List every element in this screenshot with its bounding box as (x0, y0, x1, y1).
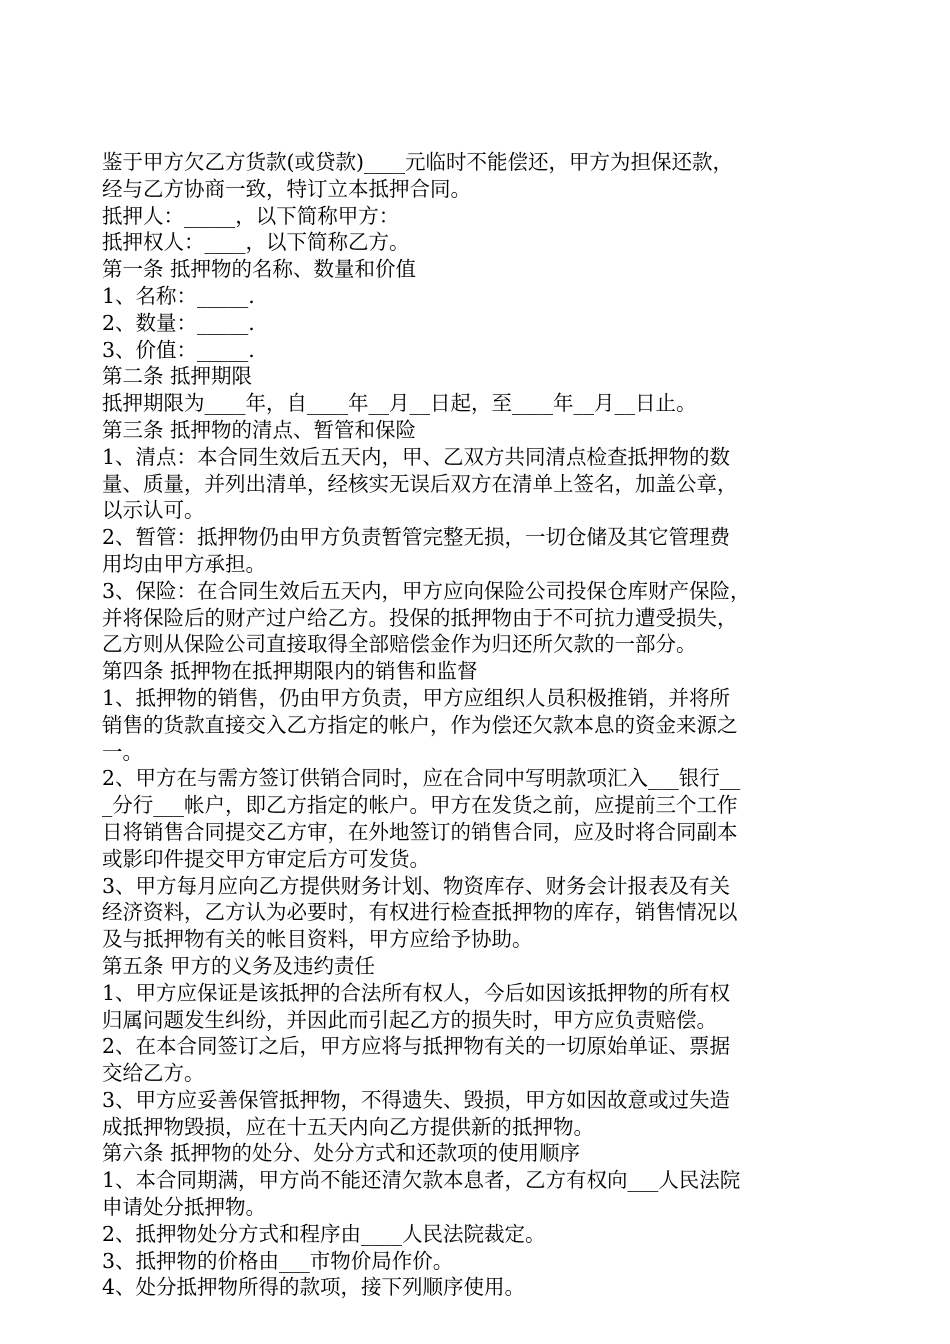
text-line: 1、抵押物的销售，仍由甲方负责，甲方应组织人员积极推销，并将所 (102, 685, 731, 710)
section-heading: 第一条 抵押物的名称、数量和价值 (102, 257, 417, 282)
text-line: 成抵押物毁损，应在十五天内向乙方提供新的抵押物。 (102, 1114, 594, 1139)
text-line: 归属问题发生纠纷，并因此而引起乙方的损失时，甲方应负责赔偿。 (102, 1007, 717, 1032)
text-line: 鉴于甲方欠乙方货款(或贷款)____元临时不能偿还，甲方为担保还款， (102, 150, 733, 174)
text-line: 1、本合同期满，甲方尚不能还清欠款本息者，乙方有权向___人民法院 (102, 1168, 741, 1193)
text-line: 3、价值：_____. (102, 337, 255, 362)
text-line: 3、甲方每月应向乙方提供财务计划、物资库存、财务会计报表及有关 (102, 873, 731, 898)
section-heading: 第二条 抵押期限 (102, 364, 253, 389)
text-line: _分行___帐户，即乙方指定的帐户。甲方在发货之前，应提前三个工作 (102, 793, 738, 818)
text-line: 量、质量，并列出清单，经核实无误后双方在清单上签名，加盖公章， (102, 471, 738, 496)
text-line: 1、甲方应保证是该抵押的合法所有权人，今后如因该抵押物的所有权 (102, 980, 731, 1005)
text-line: 抵押权人：____，以下简称乙方。 (102, 230, 410, 255)
text-line: 销售的货款直接交入乙方指定的帐户，作为偿还欠款本息的资金来源之 (102, 712, 738, 737)
text-line: 经与乙方协商一致，特订立本抵押合同。 (102, 176, 471, 201)
section-heading: 第六条 抵押物的处分、处分方式和还款项的使用顺序 (102, 1141, 581, 1166)
text-line: 抵押期限为____年，自____年__月__日起，至____年__月__日止。 (102, 391, 697, 416)
section-heading: 第三条 抵押物的清点、暂管和保险 (102, 417, 417, 442)
text-line: 2、暂管：抵押物仍由甲方负责暂管完整无损，一切仓储及其它管理费 (102, 525, 731, 550)
text-line: 或影印件提交甲方审定后方可发货。 (102, 846, 430, 871)
text-line: 3、抵押物的价格由___市物价局作价。 (102, 1248, 454, 1273)
text-line: 1、名称：_____. (102, 283, 255, 308)
text-line: 2、数量：_____. (102, 310, 255, 335)
text-line: 2、甲方在与需方签订供销合同时，应在合同中写明款项汇入___银行__ (102, 766, 741, 791)
contract-body (102, 149, 854, 1301)
text-line: 及与抵押物有关的帐目资料，甲方应给予协助。 (102, 927, 533, 952)
text-line: 申请处分抵押物。 (102, 1195, 266, 1220)
text-line: 交给乙方。 (102, 1061, 205, 1086)
text-line: 用均由甲方承担。 (102, 551, 266, 576)
text-line: 抵押人：_____，以下简称甲方： (102, 203, 400, 228)
section-heading: 第四条 抵押物在抵押期限内的销售和监督 (102, 659, 478, 684)
text-line: 经济资料，乙方认为必要时，有权进行检查抵押物的库存，销售情况以 (102, 900, 738, 925)
text-line: 4、处分抵押物所得的款项，接下列顺序使用。 (102, 1275, 526, 1300)
text-line: 日将销售合同提交乙方审，在外地签订的销售合同，应及时将合同副本 (102, 819, 738, 844)
text-line: 1、清点：本合同生效后五天内，甲、乙双方共同清点检查抵押物的数 (102, 444, 731, 469)
text-line: 2、在本合同签订之后，甲方应将与抵押物有关的一切原始单证、票据 (102, 1034, 731, 1059)
text-line: 3、甲方应妥善保管抵押物，不得遗失、毁损，甲方如因故意或过失造 (102, 1087, 731, 1112)
text-line: 乙方则从保险公司直接取得全部赔偿金作为归还所欠款的一部分。 (102, 632, 697, 657)
text-line: 并将保险后的财产过户给乙方。投保的抵押物由于不可抗力遭受损失， (102, 605, 738, 630)
section-heading: 第五条 甲方的义务及违约责任 (102, 953, 376, 978)
text-line: 2、抵押物处分方式和程序由____人民法院裁定。 (102, 1221, 546, 1246)
text-line: 一。 (102, 739, 143, 764)
text-line: 3、保险：在合同生效后五天内，甲方应向保险公司投保仓库财产保险， (102, 578, 751, 603)
text-line: 以示认可。 (102, 498, 205, 523)
